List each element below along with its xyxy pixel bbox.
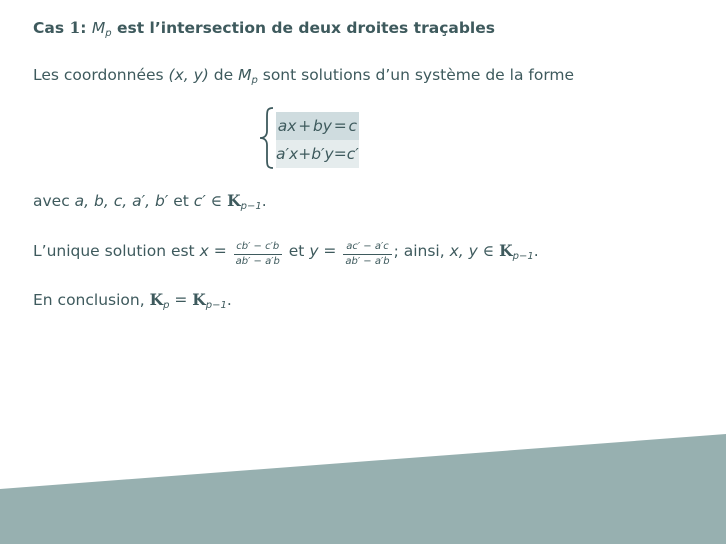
conclusion-field1: K bbox=[149, 290, 164, 309]
row1-term-c: c bbox=[347, 112, 359, 140]
solution-y: y bbox=[309, 242, 319, 260]
conclusion-field2-sub: p−1 bbox=[205, 300, 227, 311]
title-rest: est l’intersection de deux droites traçables bbox=[111, 19, 495, 37]
row2-term-c: c′ bbox=[347, 140, 359, 168]
conclusion-field2: K bbox=[192, 290, 206, 309]
conclusion-field1-sub: p bbox=[163, 300, 170, 311]
solution-in: ∈ bbox=[477, 242, 500, 260]
solution-text3: ; ainsi, bbox=[393, 242, 450, 260]
solution-field-sub: p−1 bbox=[512, 251, 534, 262]
avec-text2: et bbox=[168, 192, 194, 210]
row2-equals: = bbox=[334, 140, 347, 168]
row2-term-ax: a′x bbox=[276, 140, 298, 168]
title-number: 1 bbox=[69, 18, 81, 37]
title-colon: : bbox=[80, 19, 87, 37]
conclusion-eq: = bbox=[169, 291, 193, 309]
solution-x: x bbox=[199, 242, 209, 260]
solution-eq1: = bbox=[208, 242, 232, 260]
solution-eq2: = bbox=[318, 242, 342, 260]
solution-field: K bbox=[499, 241, 513, 260]
solution-xy: x, y bbox=[449, 242, 478, 260]
avec-in: ∈ bbox=[205, 192, 228, 210]
conclusion-text1: En conclusion, bbox=[33, 291, 150, 309]
footer-band-shape bbox=[0, 434, 726, 544]
row1-term-ax: ax bbox=[276, 112, 298, 140]
row1-plus: + bbox=[298, 112, 311, 140]
intro-point-sub: p bbox=[251, 75, 258, 86]
intro-text3: sont solutions d’un système de la forme bbox=[257, 66, 575, 84]
title-prefix: Cas bbox=[33, 19, 70, 37]
title-point-var: M bbox=[91, 19, 106, 37]
row1-term-by: by bbox=[311, 112, 334, 140]
fraction-y-numerator: ac′ − a′c bbox=[343, 241, 391, 255]
avec-end: . bbox=[261, 192, 267, 210]
fraction-x-denominator: ab′ − a′b bbox=[235, 256, 280, 267]
avec-var2: c′ bbox=[193, 192, 206, 210]
solution-text1: L’unique solution est bbox=[33, 242, 200, 260]
avec-vars: a, b, c, a′, b′ bbox=[74, 192, 169, 210]
title-point-sub: p bbox=[105, 28, 112, 39]
row1-equals: = bbox=[334, 112, 347, 140]
solution-end: . bbox=[533, 242, 539, 260]
intro-text1: Les coordonnées bbox=[33, 66, 169, 84]
row2-term-by: b′y bbox=[311, 140, 334, 168]
intro-coords: (x, y) bbox=[168, 66, 209, 84]
conclusion-end: . bbox=[226, 291, 232, 309]
fraction-x-numerator: cb′ − c′b bbox=[234, 241, 282, 255]
intro-text2: de bbox=[208, 66, 239, 84]
avec-text1: avec bbox=[33, 192, 75, 210]
avec-field-sub: p−1 bbox=[240, 201, 262, 212]
intro-point-var: M bbox=[238, 66, 252, 84]
avec-field: K bbox=[227, 191, 241, 210]
fraction-y-denominator: ab′ − a′b bbox=[345, 256, 390, 267]
row2-plus: + bbox=[298, 140, 311, 168]
solution-text2: et bbox=[283, 242, 310, 260]
